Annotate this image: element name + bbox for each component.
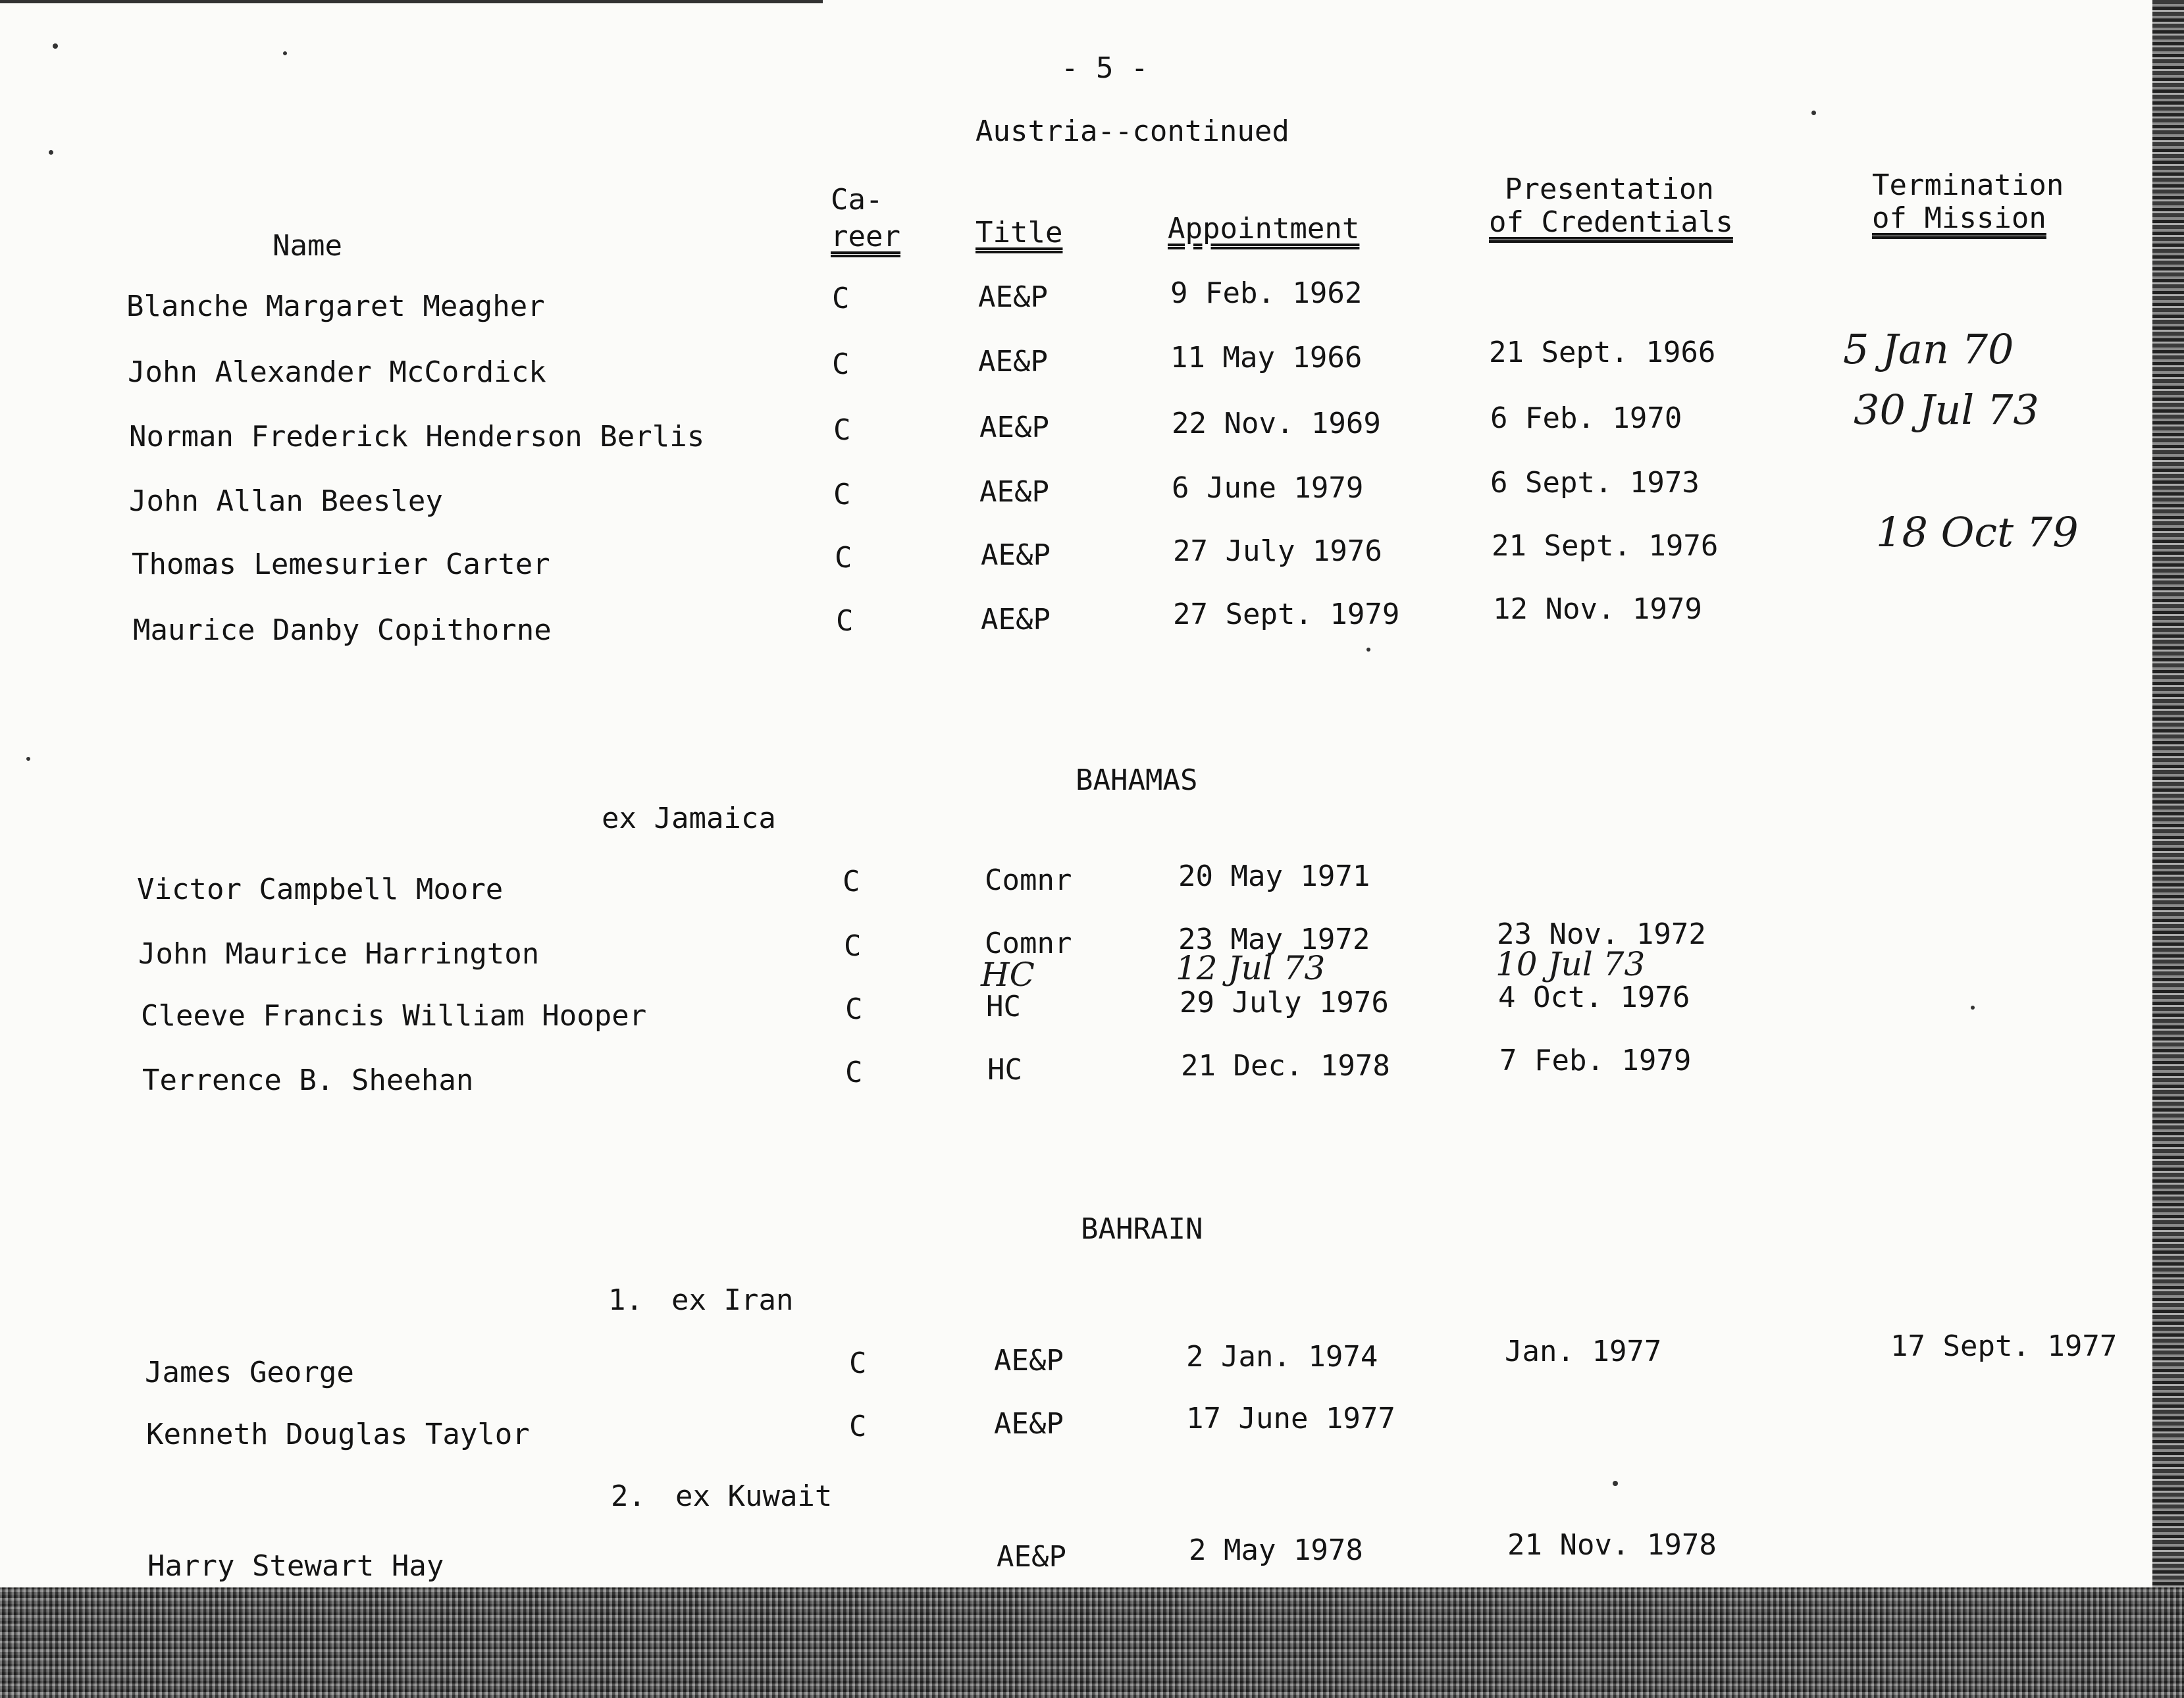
cell-career: C: [833, 478, 851, 511]
cell-presentation: 21 Sept. 1976: [1492, 529, 1719, 563]
cell-termination: 17 Sept. 1977: [1890, 1329, 2118, 1363]
cell-appointment: 6 June 1979: [1172, 471, 1364, 505]
header-career-top: Ca-: [831, 183, 883, 217]
cell-appointment: 21 Dec. 1978: [1181, 1049, 1390, 1083]
cell-termination-handwritten: 30 Jul 73: [1854, 386, 2039, 434]
cell-name: James George: [145, 1356, 354, 1389]
page-number: - 5 -: [1061, 51, 1149, 85]
scan-speck: [26, 757, 30, 761]
cell-name: Victor Campbell Moore: [137, 873, 504, 906]
cell-appointment: 9 Feb. 1962: [1170, 276, 1363, 310]
cell-title: HC: [987, 1053, 1022, 1087]
subheading-number: 2.: [611, 1479, 646, 1513]
section-title: Austria--continued: [975, 115, 1289, 148]
cell-title: Comnr: [985, 927, 1072, 960]
cell-name: Norman Frederick Henderson Berlis: [129, 420, 705, 453]
cell-title: HC: [986, 990, 1021, 1023]
cell-name: Harry Stewart Hay: [147, 1549, 444, 1583]
header-presentation-top: Presentation: [1505, 172, 1714, 206]
section-heading-bahrain: BAHRAIN: [1081, 1212, 1203, 1246]
cell-title-handwritten: HC: [981, 956, 1035, 994]
cell-presentation: 6 Sept. 1973: [1490, 466, 1700, 500]
cell-presentation: 21 Sept. 1966: [1489, 336, 1716, 369]
cell-appointment: 27 Sept. 1979: [1173, 598, 1400, 631]
cell-career: C: [845, 992, 863, 1026]
cell-appointment: 29 July 1976: [1180, 986, 1389, 1019]
scan-speck: [53, 43, 58, 49]
header-career-bottom: reer: [831, 220, 900, 253]
cell-presentation: 23 Nov. 1972: [1497, 917, 1706, 951]
cell-appointment: 2 Jan. 1974: [1186, 1340, 1378, 1374]
cell-title: AE&P: [981, 603, 1051, 636]
cell-appointment-handwritten: 12 Jul 73: [1176, 949, 1326, 987]
cell-title: AE&P: [979, 475, 1049, 509]
section-subheading: ex Iran: [671, 1283, 794, 1317]
cell-career: C: [845, 1056, 863, 1089]
header-name: Name: [273, 229, 342, 263]
cell-name: Cleeve Francis William Hooper: [141, 999, 647, 1033]
cell-appointment: 23 May 1972: [1178, 923, 1370, 956]
cell-title: AE&P: [978, 345, 1048, 378]
cell-name: Maurice Danby Copithorne: [133, 613, 552, 647]
cell-presentation-handwritten: 10 Jul 73: [1495, 945, 1646, 983]
top-rule: [0, 0, 823, 3]
cell-name: John Maurice Harrington: [138, 937, 540, 971]
subheading-number: 1.: [608, 1283, 643, 1317]
cell-presentation: 4 Oct. 1976: [1498, 981, 1690, 1014]
cell-termination-handwritten: 5 Jan 70: [1843, 325, 2014, 373]
cell-career: C: [843, 865, 860, 898]
cell-career: C: [832, 282, 850, 315]
cell-career: C: [836, 604, 854, 638]
cell-career: C: [844, 929, 862, 963]
cell-name: Thomas Lemesurier Carter: [132, 548, 550, 581]
cell-appointment: 20 May 1971: [1178, 860, 1370, 893]
cell-career: C: [833, 413, 851, 447]
cell-title: Comnr: [985, 863, 1072, 897]
cell-appointment: 27 July 1976: [1173, 534, 1382, 568]
cell-presentation: 12 Nov. 1979: [1493, 592, 1702, 626]
cell-name: Terrence B. Sheehan: [142, 1064, 474, 1097]
cell-name: John Allan Beesley: [129, 484, 443, 518]
header-appointment: Appointment: [1168, 212, 1360, 245]
cell-title: AE&P: [979, 411, 1049, 444]
cell-termination-handwritten: 18 Oct 79: [1876, 508, 2079, 556]
header-presentation-bottom: of Credentials: [1489, 205, 1733, 239]
scan-speck: [49, 150, 53, 155]
cell-title: AE&P: [978, 280, 1048, 314]
scan-bottom-edge: [0, 1587, 2184, 1698]
section-subheading: ex Jamaica: [602, 802, 776, 835]
scan-speck: [1613, 1481, 1618, 1486]
cell-appointment: 22 Nov. 1969: [1172, 407, 1381, 440]
cell-appointment: 11 May 1966: [1170, 341, 1363, 374]
cell-name: John Alexander McCordick: [128, 355, 546, 389]
header-title: Title: [975, 216, 1063, 249]
scan-edge: [2152, 0, 2184, 1698]
scan-speck: [1366, 648, 1370, 652]
cell-career: C: [832, 347, 850, 381]
cell-appointment: 2 May 1978: [1189, 1533, 1363, 1567]
cell-name: Kenneth Douglas Taylor: [146, 1418, 530, 1451]
cell-title: AE&P: [994, 1407, 1064, 1441]
cell-title: AE&P: [994, 1344, 1064, 1377]
cell-name: Blanche Margaret Meagher: [126, 290, 545, 323]
section-subheading: ex Kuwait: [675, 1479, 833, 1513]
cell-appointment: 17 June 1977: [1186, 1402, 1395, 1435]
section-heading-bahamas: BAHAMAS: [1076, 763, 1198, 797]
cell-career: C: [835, 541, 852, 575]
cell-title: AE&P: [981, 538, 1051, 572]
cell-title: AE&P: [997, 1540, 1066, 1574]
header-termination-bottom: of Mission: [1872, 201, 2046, 235]
scan-speck: [1811, 111, 1816, 115]
cell-presentation: 21 Nov. 1978: [1507, 1528, 1717, 1562]
scan-speck: [283, 51, 287, 55]
scan-speck: [1971, 1006, 1975, 1010]
cell-career: C: [849, 1410, 867, 1443]
cell-presentation: 7 Feb. 1979: [1499, 1044, 1692, 1077]
header-termination-top: Termination: [1872, 168, 2064, 202]
cell-presentation: 6 Feb. 1970: [1490, 401, 1682, 435]
cell-career: C: [849, 1347, 867, 1380]
cell-presentation: Jan. 1977: [1505, 1335, 1662, 1368]
